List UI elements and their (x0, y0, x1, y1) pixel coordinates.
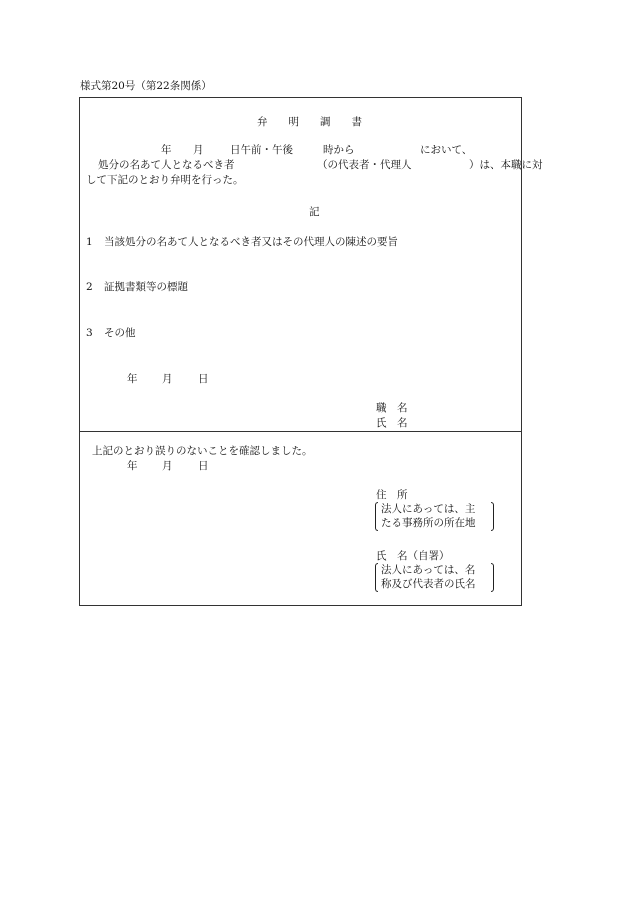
upper-date-year: 年 (127, 373, 138, 385)
intro-respondent-label: 処分の名あて人となるべき者 (98, 159, 235, 171)
item-1-text: 当該処分の名あて人となるべき者又はその代理人の陳述の要旨 (104, 236, 398, 248)
name-signature-label: 氏 名（自署） (376, 550, 450, 562)
name-note-bracket-left (375, 563, 378, 592)
address-label: 住 所 (376, 489, 408, 501)
upper-date-month: 月 (162, 373, 173, 385)
confirm-date-day: 日 (198, 460, 209, 472)
official-name-label: 氏 名 (376, 417, 408, 429)
address-note-bracket-right (491, 502, 494, 531)
item-1-number: 1 (86, 236, 93, 248)
intro-representative-label: （の代表者・代理人 (317, 159, 412, 171)
form-number-label: 様式第20号（第22条関係） (80, 80, 212, 92)
item-3-number: 3 (86, 327, 93, 339)
intro-line3: して下記のとおり弁明を行った。 (86, 174, 244, 186)
upper-date-day: 日 (198, 373, 209, 385)
intro-time-from: 時から (323, 144, 355, 156)
intro-location-suffix: において、 (420, 144, 473, 156)
intro-month: 月 (193, 144, 204, 156)
document-title: 弁 明 調 書 (257, 116, 362, 128)
confirm-date-year: 年 (127, 460, 138, 472)
intro-day-ampm: 日午前・午後 (230, 144, 293, 156)
ki-heading: 記 (309, 206, 320, 218)
name-note-bracket-right (491, 563, 494, 592)
address-note-line1: 法人にあっては、主 (381, 503, 476, 515)
item-2-number: 2 (86, 281, 93, 293)
item-3-text: その他 (104, 327, 136, 339)
item-2-text: 証拠書類等の標題 (104, 281, 188, 293)
official-title-label: 職 名 (376, 402, 408, 414)
intro-line2-end: ）は、本職に対 (469, 159, 543, 171)
confirm-date-month: 月 (162, 460, 173, 472)
address-note-line2: たる事務所の所在地 (381, 517, 476, 529)
confirm-statement: 上記のとおり誤りのないことを確認しました。 (92, 445, 313, 457)
intro-year: 年 (161, 144, 172, 156)
address-note-bracket-left (375, 502, 378, 531)
name-note-line2: 称及び代表者の氏名 (381, 578, 476, 590)
name-note-line1: 法人にあっては、名 (381, 564, 476, 576)
section-divider (79, 431, 522, 432)
